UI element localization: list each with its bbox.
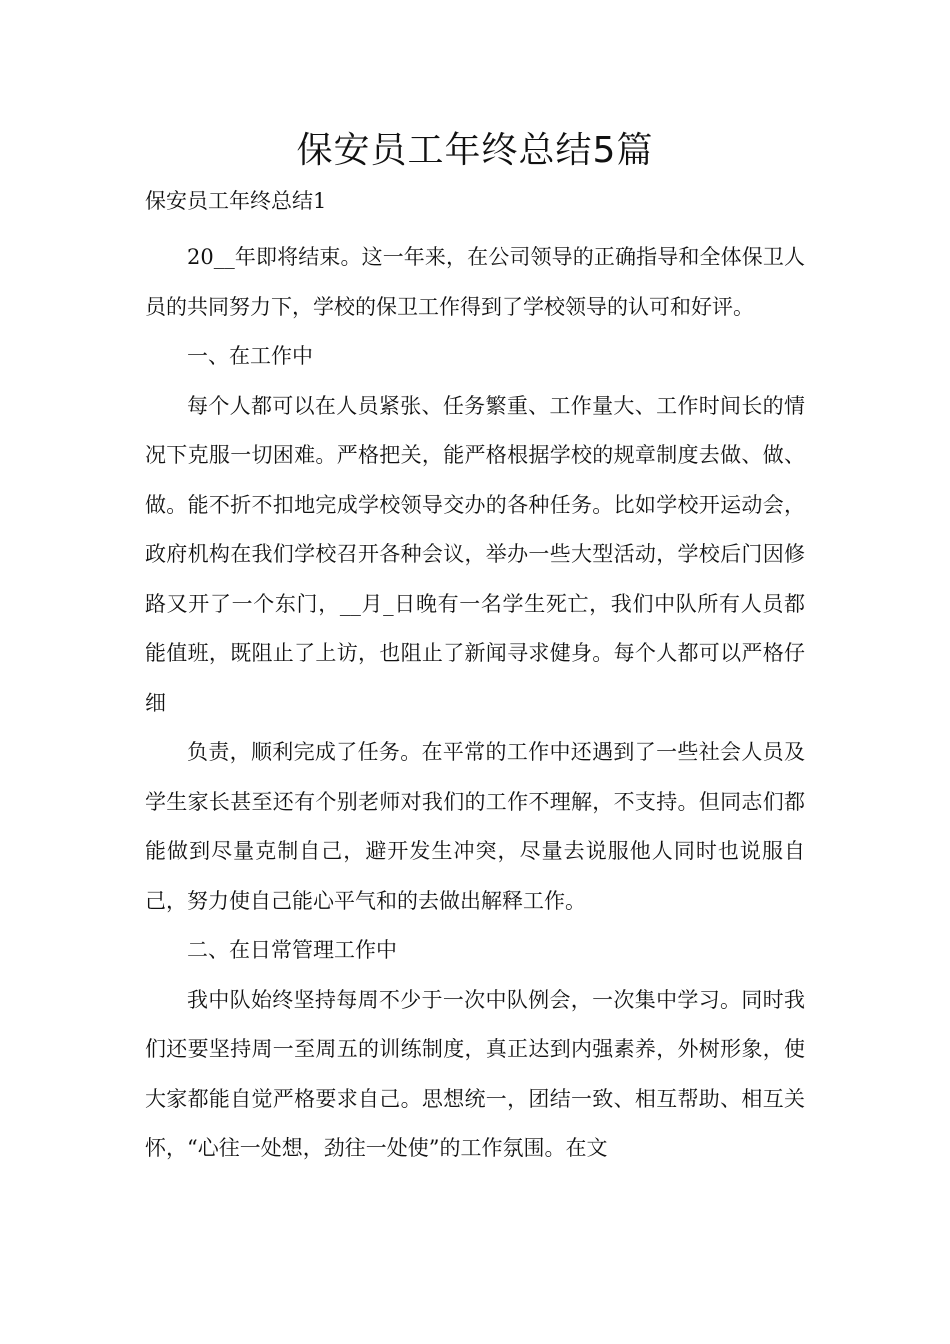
paragraph-responsibility: 负责，顺利完成了任务。在平常的工作中还遇到了一些社会人员及学生家长甚至还有个别老师对我们的工作不理解，不支持。但同志们都能做到尽量克制自己，避开发生冲突，尽量去说服他人同时也说服自己，努力使自己能心平气和的去做出解释工作。 bbox=[145, 740, 805, 913]
document-body bbox=[145, 233, 805, 1174]
section-heading-2: 二、在日常管理工作中 bbox=[187, 938, 397, 962]
paragraph-work: 每个人都可以在人员紧张、任务繁重、工作量大、工作时间长的情况下克服一切困难。严格把关，能严格根据学校的规章制度去做、做、做。能不折不扣地完成学校领导交办的各种任务。比如学校开运动会，政府机构在我们学校召开各种会议，举办一些大型活动，学校后门因修路又开了一个东门，__月_日晚有一名学生死亡，我们中队所有人员都能值班，既阻止了上访，也阻止了新闻寻求健身。每个人都可以严格仔细 bbox=[145, 393, 805, 715]
section-heading-1: 一、在工作中 bbox=[187, 344, 313, 368]
paragraph-management: 我中队始终坚持每周不少于一次中队例会，一次集中学习。同时我们还要坚持周一至周五的训练制度，真正达到内强素养，外树形象，使大家都能自觉严格要求自己。思想统一，团结一致、相互帮助、相互关怀，“心往一处想，劲往一处使”的工作氛围。在文 bbox=[145, 987, 805, 1160]
document-title: 保安员工年终总结5篇 bbox=[296, 130, 654, 171]
paragraph-intro: 20__年即将结束。这一年来，在公司领导的正确指导和全体保卫人员的共同努力下，学校的保卫工作得到了学校领导的认可和好评。 bbox=[145, 245, 805, 319]
document-subtitle: 保安员工年终总结1 bbox=[145, 189, 327, 213]
